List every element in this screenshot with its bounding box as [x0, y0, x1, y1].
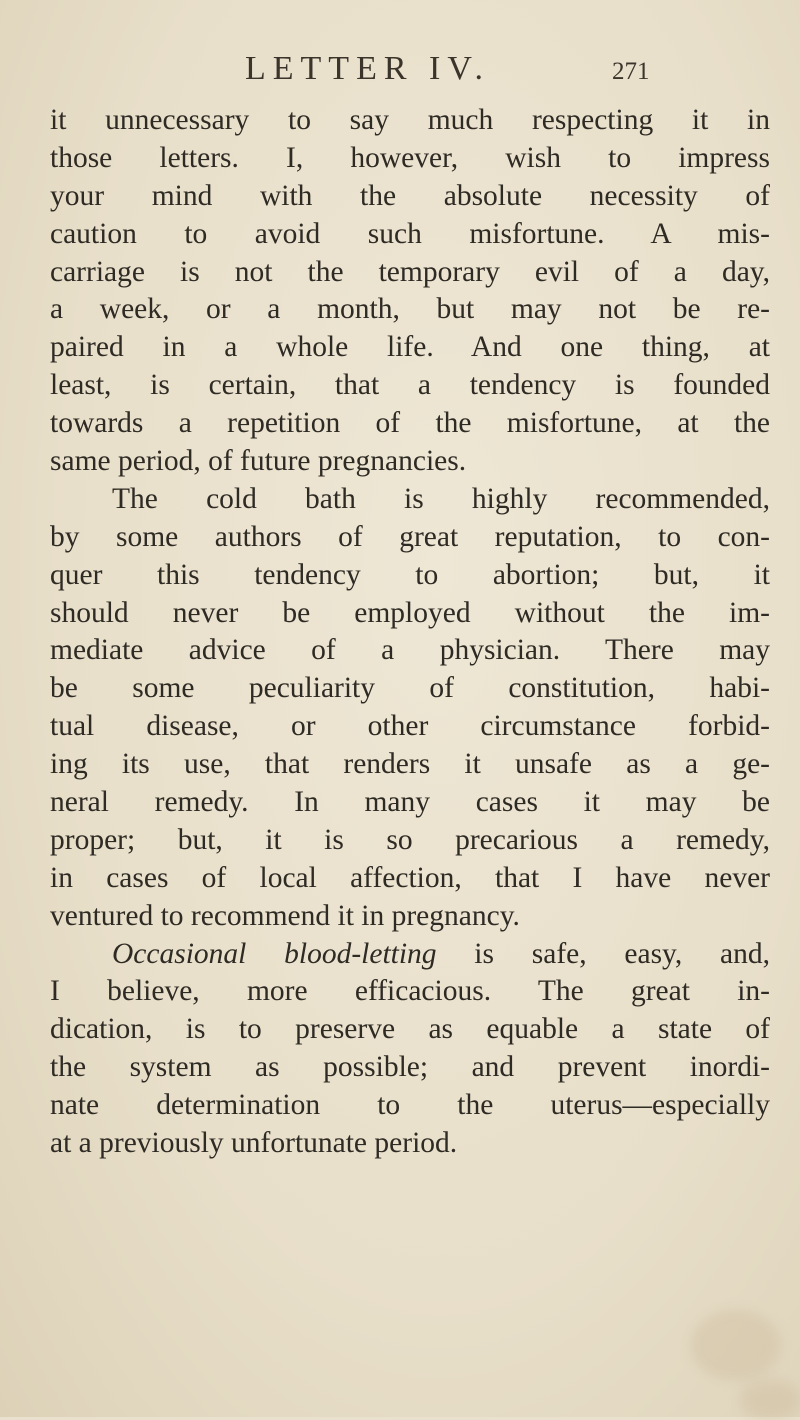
- text-line: quer this tendency to abortion; but, it: [50, 558, 770, 591]
- paragraph-1: [50, 102, 770, 481]
- text-line: dication, is to preserve as equable a state of: [50, 1013, 770, 1046]
- text-line: those letters. I, however, wish to impress: [50, 141, 770, 174]
- paper-stain: [740, 1380, 800, 1420]
- text-line: ing its use, that renders it unsafe as a ge-: [50, 748, 770, 781]
- text-line: carriage is not the temporary evil of a day,: [50, 255, 770, 288]
- text-line: The cold bath is highly recommended,: [112, 482, 770, 515]
- body-text: [50, 102, 770, 1163]
- page-number: 271: [612, 58, 650, 85]
- text-line: by some authors of great reputation, to con-: [50, 520, 770, 553]
- text-line: paired in a whole life. And one thing, at: [50, 331, 770, 364]
- text-fragment: is safe, easy, and,: [436, 937, 770, 970]
- page-header: [245, 50, 775, 90]
- text-line: same period, of future pregnancies.: [50, 445, 467, 478]
- text-line: caution to avoid such misfortune. A mis-: [50, 217, 770, 250]
- text-line: least, is certain, that a tendency is founded: [50, 369, 770, 402]
- text-line: should never be employed without the im-: [50, 596, 770, 629]
- running-head: LETTER IV.: [245, 50, 491, 87]
- text-line: be some peculiarity of constitution, habi-: [50, 672, 770, 705]
- text-line: neral remedy. In many cases it may be: [50, 786, 770, 819]
- text-line: towards a repetition of the misfortune, at the: [50, 407, 770, 440]
- text-line: [50, 936, 770, 974]
- text-line: nate determination to the uterus—especially: [50, 1089, 770, 1122]
- text-line: it unnecessary to say much respecting it in: [50, 104, 770, 136]
- text-line: in cases of local affection, that I have never: [50, 861, 770, 894]
- text-line: I believe, more efficacious. The great in-: [50, 975, 770, 1008]
- text-line: ventured to recommend it in pregnancy.: [50, 899, 520, 932]
- italic-phrase: Occasional blood-letting: [112, 937, 437, 970]
- text-line: mediate advice of a physician. There may: [50, 634, 770, 667]
- text-line: tual disease, or other circumstance forbid-: [50, 710, 770, 743]
- text-line: a week, or a month, but may not be re-: [50, 293, 770, 326]
- text-line: at a previously unfortunate period.: [50, 1127, 458, 1160]
- paper-stain: [690, 1310, 780, 1380]
- paragraph-2: [50, 481, 770, 936]
- text-line: the system as possible; and prevent inordi-: [50, 1051, 770, 1084]
- paragraph-3: [50, 936, 770, 1163]
- text-line: proper; but, it is so precarious a remedy,: [50, 823, 770, 856]
- text-line: your mind with the absolute necessity of: [50, 179, 770, 212]
